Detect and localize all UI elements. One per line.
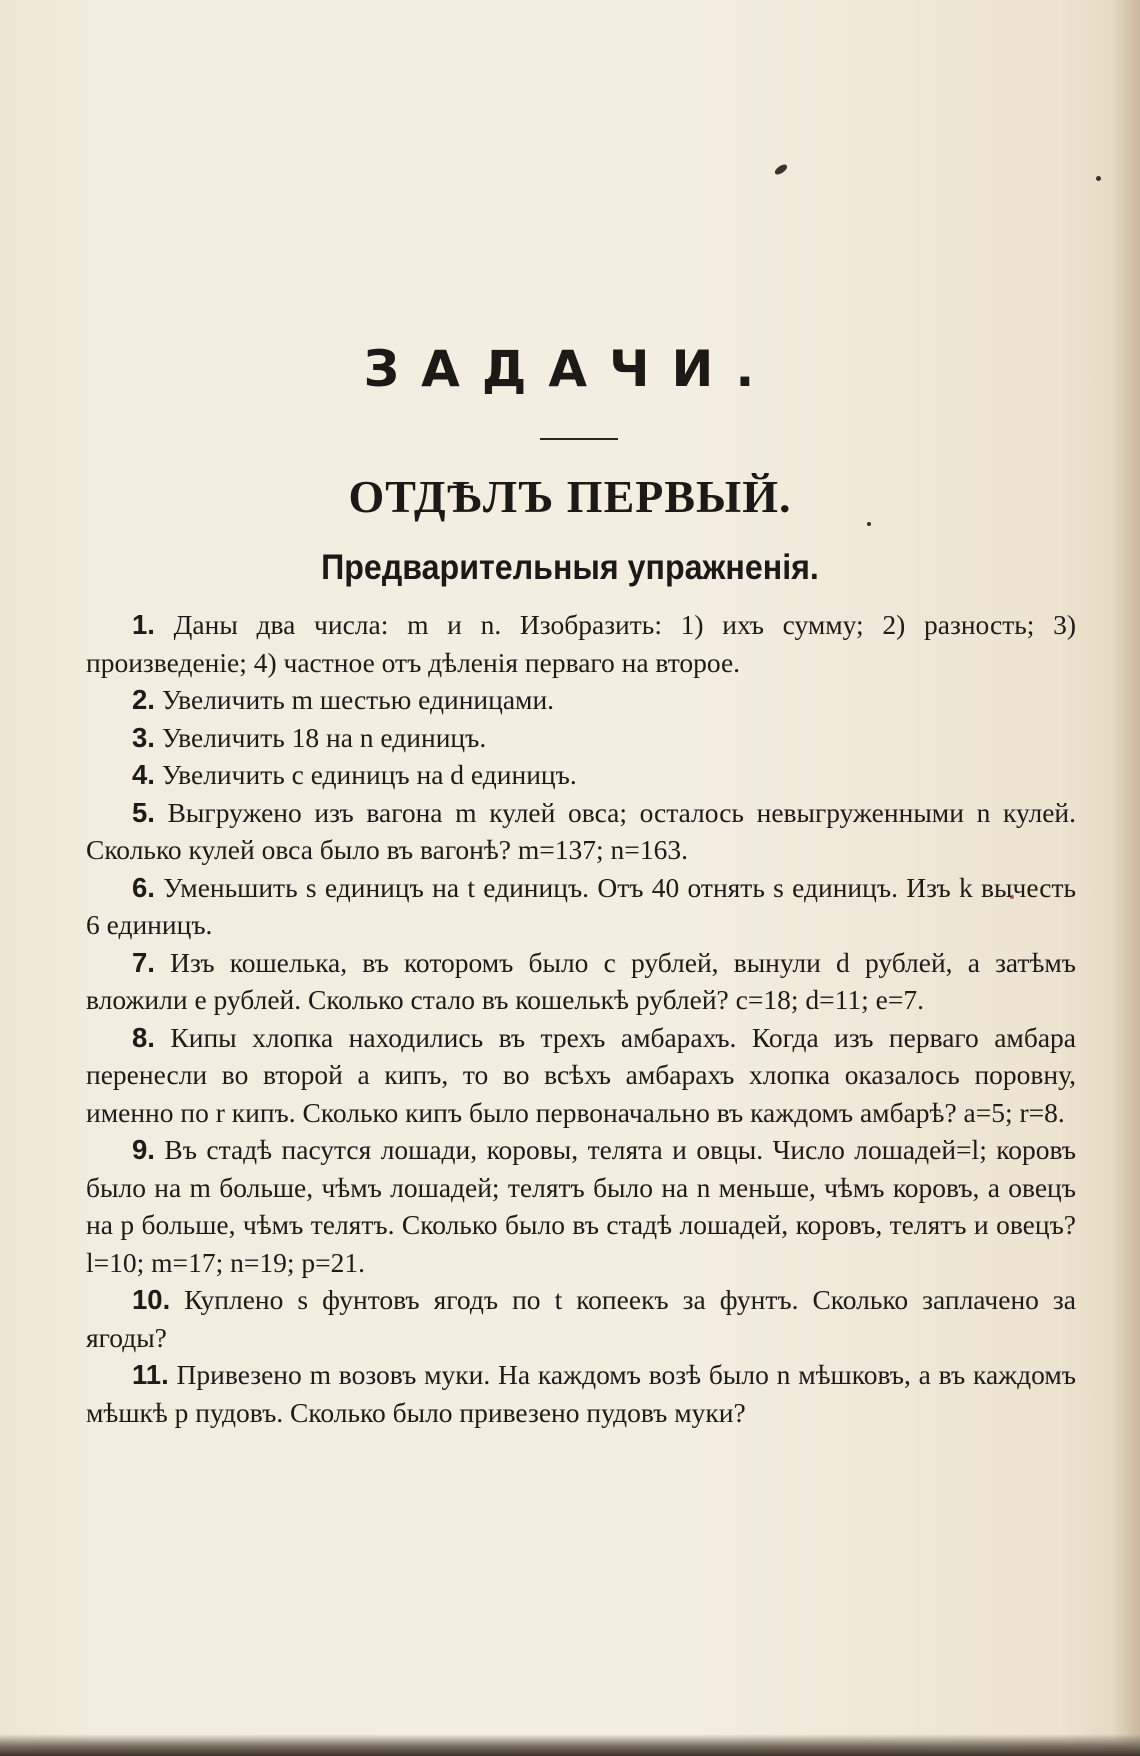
problem-number: 7.	[132, 946, 155, 978]
problem-item	[86, 1281, 1076, 1356]
problem-number: 6.	[132, 871, 155, 903]
page-title: ЗАДАЧИ.	[363, 340, 777, 398]
problem-list	[86, 606, 1076, 1431]
page-bottom-edge	[0, 1734, 1140, 1756]
problem-number: 4.	[132, 759, 155, 790]
problem-item	[86, 794, 1076, 869]
problem-item	[86, 1019, 1076, 1132]
problem-number: 1.	[132, 609, 155, 640]
problem-text: Увеличить c единицъ на d единицъ.	[161, 759, 577, 790]
problem-text: Уменьшить s единицъ на t единицъ. Отъ 40 отнять s единицъ. Изъ k вычесть 6 единицъ.	[86, 871, 1077, 940]
problem-item	[86, 869, 1076, 944]
problem-number: 9.	[132, 1134, 155, 1165]
problem-number: 11.	[132, 1359, 169, 1390]
problem-text: Куплено s фунтовъ ягодъ по t копеекъ за фунтъ. Сколько заплачено за ягоды?	[86, 1284, 1076, 1353]
problem-number: 3.	[132, 721, 155, 753]
problem-number: 2.	[132, 684, 155, 715]
subsection-heading: Предварительныя упражненія.	[321, 548, 819, 587]
ink-speck	[773, 163, 788, 177]
problem-number: 8.	[132, 1021, 155, 1053]
problem-text: Увеличить m шестью единицами.	[161, 684, 555, 715]
problem-item	[86, 719, 1076, 757]
title-divider	[540, 438, 618, 440]
problem-item	[86, 1131, 1076, 1281]
problem-text: Кипы хлопка находились въ трехъ амбарахъ. Когда изъ перваго амбара перенесли во второй a кипъ, то во всѣхъ амбарахъ хлопка оказалось поровну, именно по r кипъ. Сколько кипъ было первоначально въ каждомъ амбарѣ? a=5; r=8.	[86, 1021, 1076, 1128]
problem-item	[86, 681, 1076, 719]
problem-text: Увеличить 18 на n единицъ.	[161, 721, 487, 753]
problem-text: Выгружено изъ вагона m кулей овса; осталось невыгруженными n кулей. Сколько кулей овса было въ вагонѣ? m=137; n=163.	[86, 796, 1077, 865]
problem-item	[86, 756, 1076, 794]
problem-number: 10.	[132, 1284, 171, 1315]
problem-item	[86, 944, 1076, 1019]
page-edge-shadow	[1112, 0, 1140, 1756]
problem-text: Привезено m возовъ муки. На каждомъ возѣ было n мѣшковъ, а въ каждомъ мѣшкѣ p пудовъ. Сколько было привезено пудовъ муки?	[86, 1359, 1077, 1428]
problem-text: Даны два числа: m и n. Изобразить: 1) ихъ сумму; 2) разность; 3) произведеніе; 4) частное отъ дѣленія перваго на второе.	[86, 609, 1077, 678]
section-heading: ОТДѢЛЪ ПЕРВЫЙ.	[348, 471, 792, 522]
problem-item	[86, 606, 1076, 681]
problem-number: 5.	[132, 796, 155, 828]
problem-text: Изъ кошелька, въ которомъ было c рублей, вынули d рублей, а затѣмъ вложили e рублей. Сколько стало въ кошелькѣ рублей? c=18; d=11; e=7.	[86, 946, 1077, 1015]
ink-speck	[1096, 176, 1101, 181]
problem-text: Въ стадѣ пасутся лошади, коровы, телята и овцы. Число лошадей=l; коровъ было на m больше, чѣмъ лошадей; телятъ было на n меньше, чѣмъ коровъ, а овецъ на p больше, чѣмъ телятъ. Сколько было въ стадѣ лошадей, коровъ, телятъ и овецъ? l=10; m=17; n=19; p=21.	[86, 1134, 1077, 1278]
problem-item	[86, 1356, 1076, 1431]
